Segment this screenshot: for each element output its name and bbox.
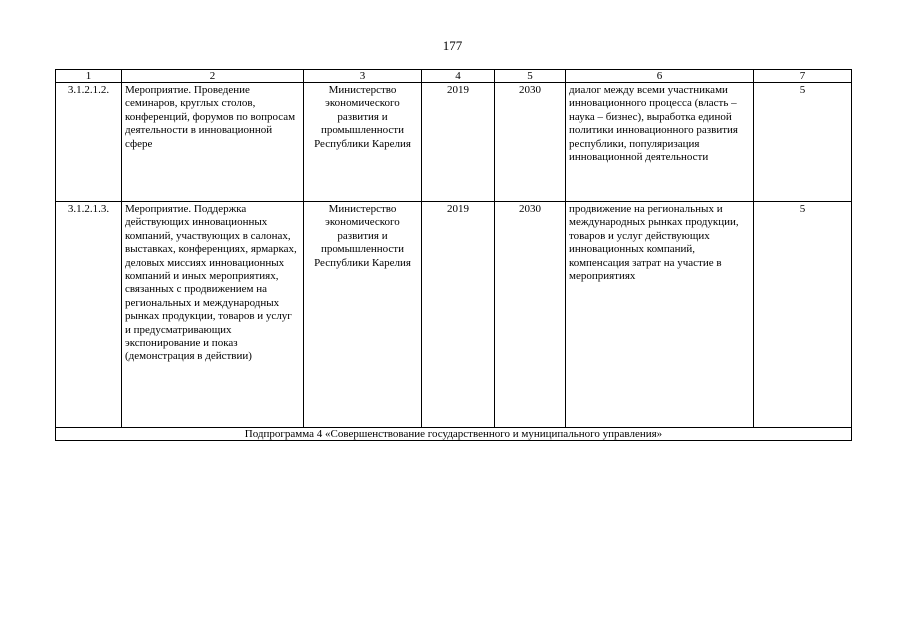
header-cell: 6 [566, 70, 754, 83]
row-id: 3.1.2.1.3. [56, 202, 122, 428]
header-cell: 1 [56, 70, 122, 83]
row-end-year: 2030 [495, 83, 566, 202]
table-row [56, 83, 852, 202]
header-cell: 2 [122, 70, 304, 83]
row-executor: Министерство экономического развития и промышленности Республики Карелия [304, 202, 422, 428]
row-col7: 5 [754, 202, 852, 428]
page-number: 177 [442, 38, 463, 53]
header-cell: 4 [422, 70, 495, 83]
row-end-year: 2030 [495, 202, 566, 428]
row-start-year: 2019 [422, 202, 495, 428]
row-result: диалог между всеми участниками инновационного процесса (власть – наука – бизнес), выработка единой политики инновационного развития республики, популяризация инновационной деятельности [566, 83, 754, 202]
table-row [56, 202, 852, 428]
row-executor: Министерство экономического развития и промышленности Республики Карелия [304, 83, 422, 202]
row-result: продвижение на региональных и международных рынках продукции, товаров и услуг действующих инновационных компаний, компенсация затрат на участие в мероприятиях [566, 202, 754, 428]
table-header-row [56, 70, 852, 83]
subprogram-row [56, 428, 852, 441]
row-id: 3.1.2.1.2. [56, 83, 122, 202]
row-col7: 5 [754, 83, 852, 202]
header-cell: 5 [495, 70, 566, 83]
program-table [55, 69, 852, 441]
row-start-year: 2019 [422, 83, 495, 202]
header-cell: 3 [304, 70, 422, 83]
row-event: Мероприятие. Поддержка действующих инновационных компаний, участвующих в салонах, выставках, конференциях, ярмарках, деловых миссиях инновационных компаний и иных мероприятиях, связанных с продвижением на региональных и международных рынках продукции, товаров и услуг и предусматривающих экспонирование и показ (демонстрация в действии) [122, 202, 304, 428]
header-cell: 7 [754, 70, 852, 83]
subprogram-title: Подпрограмма 4 «Совершенствование государственного и муниципального управления» [56, 428, 852, 441]
row-event: Мероприятие. Проведение семинаров, круглых столов, конференций, форумов по вопросам деятельности в инновационной сфере [122, 83, 304, 202]
